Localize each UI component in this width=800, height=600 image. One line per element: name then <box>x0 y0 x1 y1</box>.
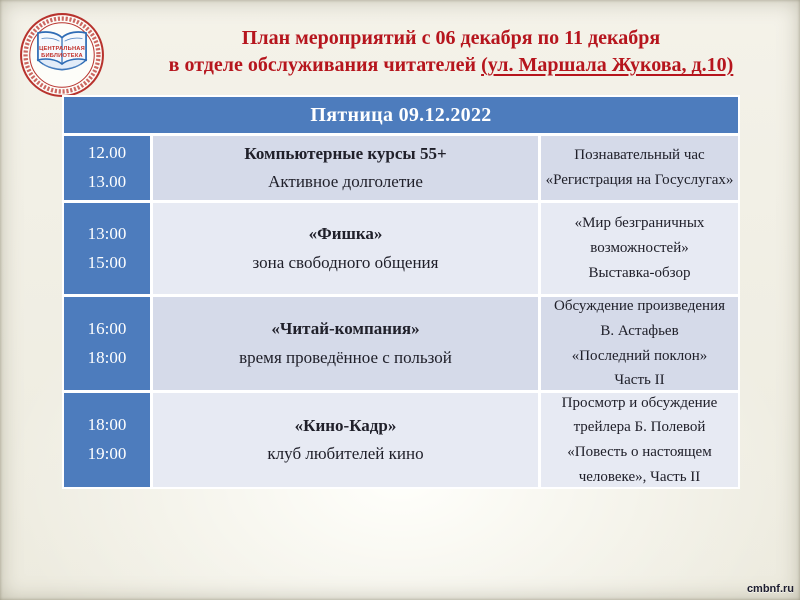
event-subtitle: зона свободного общения <box>252 252 439 272</box>
event-title: «Фишка» <box>308 224 383 244</box>
details-line: человеке», Часть II <box>578 468 701 485</box>
time-cell <box>64 393 150 487</box>
time-cell <box>64 297 150 390</box>
time-cell <box>64 203 150 294</box>
time-cell <box>64 136 150 200</box>
time-end: 15:00 <box>87 252 127 272</box>
schedule-table <box>62 95 740 489</box>
details-line: «Последний поклон» <box>571 347 708 364</box>
details-line: Часть II <box>614 372 665 389</box>
details-line: «Регистрация на Госуслугах» <box>545 172 734 188</box>
event-cell <box>153 203 538 294</box>
details-cell <box>541 136 738 200</box>
details-line: возможностей» <box>590 240 689 257</box>
details-line: Выставка-обзор <box>588 264 691 281</box>
event-subtitle: клуб любителей кино <box>267 444 424 463</box>
page-title <box>106 25 796 79</box>
site-watermark: cmbnf.ru <box>746 583 794 595</box>
event-title: «Читай-компания» <box>271 319 420 339</box>
logo-text-line1: ЦЕНТРАЛЬНАЯ <box>39 45 85 52</box>
title-line2-text: в отделе обслуживания читателей <box>168 54 477 76</box>
time-start: 12.00 <box>87 143 127 163</box>
details-line: Обсуждение произведения <box>553 298 726 314</box>
details-line: Познавательный час <box>574 147 705 164</box>
time-start: 18:00 <box>87 415 127 435</box>
time-end: 18:00 <box>87 347 127 367</box>
details-cell <box>541 203 738 294</box>
title-address: (ул. Маршала Жукова, д.10) <box>481 54 734 76</box>
details-line: Просмотр и обсуждение <box>561 394 718 411</box>
time-end: 19:00 <box>87 444 127 463</box>
details-line: «Повесть о настоящем <box>567 444 712 460</box>
details-line: В. Астафьев <box>600 322 679 339</box>
details-cell <box>541 297 738 390</box>
event-cell <box>153 136 538 200</box>
library-logo-icon <box>19 12 105 98</box>
time-start: 16:00 <box>87 318 127 338</box>
time-end: 13.00 <box>87 172 127 191</box>
details-line: трейлера Б. Полевой <box>573 419 706 436</box>
title-line2 <box>106 52 796 79</box>
time-start: 13:00 <box>87 223 127 243</box>
event-subtitle: Активное долголетие <box>268 172 423 191</box>
title-line1: План мероприятий с 06 декабря по 11 декабря <box>241 27 661 49</box>
event-subtitle: время проведённое с пользой <box>239 347 452 367</box>
event-title: «Кино-Кадр» <box>294 415 397 435</box>
event-cell <box>153 393 538 487</box>
table-header-day: Пятница 09.12.2022 <box>64 97 738 133</box>
event-title: Компьютерные курсы 55+ <box>244 143 447 163</box>
details-cell <box>541 393 738 487</box>
logo-text-line2: БИБЛИОТЕКА <box>41 53 83 60</box>
details-line: «Мир безграничных <box>574 215 705 232</box>
event-cell <box>153 297 538 390</box>
